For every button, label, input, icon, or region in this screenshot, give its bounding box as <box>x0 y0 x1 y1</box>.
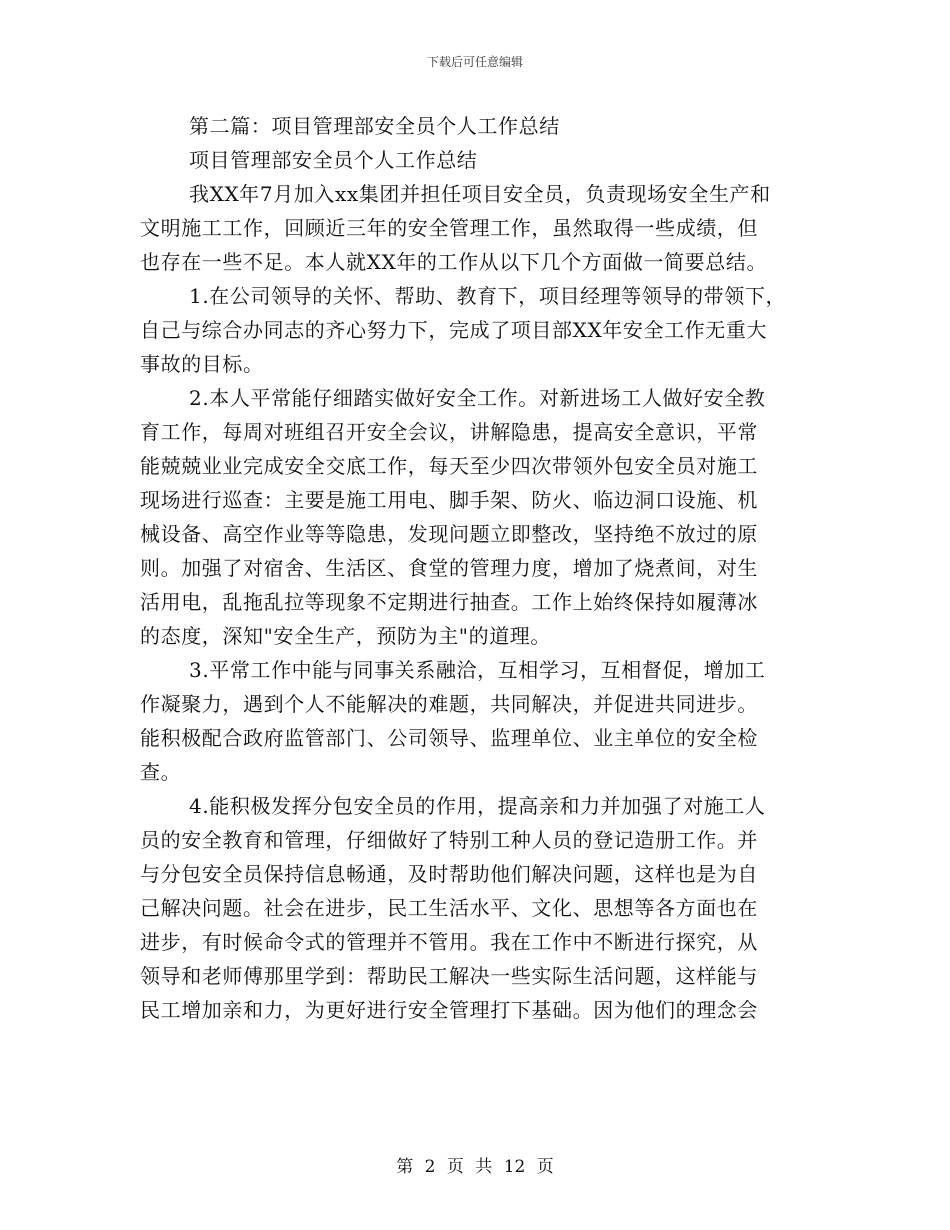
paragraph-line: 育工作，每周对班组召开安全会议，讲解隐患，提高安全意识，平常 <box>140 420 758 444</box>
paragraph-line: 进步，有时候命令式的管理并不管用。我在工作中不断进行探究，从 <box>140 930 758 954</box>
paragraph-line: 活用电，乱拖乱拉等现象不定期进行抽查。工作上始终保持如履薄冰 <box>140 590 758 614</box>
paragraph-line: 自己与综合办同志的齐心努力下，完成了项目部XX年安全工作无重大 <box>140 318 768 342</box>
paragraph-line: 己解决问题。社会在进步，民工生活水平、文化、思想等各方面也在 <box>140 896 758 920</box>
page-header: 下载后可任意编辑 <box>426 55 523 69</box>
paragraph-line: 现场进行巡查：主要是施工用电、脚手架、防火、临边洞口设施、机 <box>140 488 758 512</box>
paragraph-line: 查。 <box>140 760 182 784</box>
paragraph-line: 1.在公司领导的关怀、帮助、教育下，项目经理等领导的带领下， <box>189 284 787 308</box>
paragraph-line: 3.平常工作中能与同事关系融洽，互相学习，互相督促，增加工 <box>189 658 766 682</box>
paragraph-line: 事故的目标。 <box>140 352 264 376</box>
document-title: 项目管理部安全员个人工作总结 <box>189 148 478 172</box>
paragraph-line: 领导和老师傅那里学到：帮助民工解决一些实际生活问题，这样能与 <box>140 964 758 988</box>
paragraph-line: 械设备、高空作业等等隐患，发现问题立即整改，坚持绝不放过的原 <box>140 522 758 546</box>
paragraph-line: 文明施工工作，回顾近三年的安全管理工作，虽然取得一些成绩，但 <box>140 216 758 240</box>
page-number-footer: 第 2 页 共 12 页 <box>396 1157 554 1177</box>
paragraph-line: 能兢兢业业完成安全交底工作，每天至少四次带领外包安全员对施工 <box>140 454 758 478</box>
paragraph-line: 员的安全教育和管理，仔细做好了特别工种人员的登记造册工作。并 <box>140 828 758 852</box>
paragraph-line: 2.本人平常能仔细踏实做好安全工作。对新进场工人做好安全教 <box>189 386 766 410</box>
paragraph-line: 与分包安全员保持信息畅通，及时帮助他们解决问题，这样也是为自 <box>140 862 758 886</box>
paragraph-line: 的态度，深知"安全生产，预防为主"的道理。 <box>140 624 551 648</box>
paragraph-line: 能积极配合政府监管部门、公司领导、监理单位、业主单位的安全检 <box>140 726 758 750</box>
section-heading: 第二篇：项目管理部安全员个人工作总结 <box>189 114 560 138</box>
document-body <box>140 109 812 1027</box>
paragraph-line: 则。加强了对宿舍、生活区、食堂的管理力度，增加了烧煮间，对生 <box>140 556 758 580</box>
paragraph-line: 作凝聚力，遇到个人不能解决的难题，共同解决，并促进共同进步。 <box>140 692 758 716</box>
paragraph-line: 4.能积极发挥分包安全员的作用，提高亲和力并加强了对施工人 <box>189 794 766 818</box>
paragraph-line: 我XX年7月加入xx集团并担任项目安全员，负责现场安全生产和 <box>189 182 771 206</box>
paragraph-line: 也存在一些不足。本人就XX年的工作从以下几个方面做一简要总结。 <box>140 250 768 274</box>
paragraph-line: 民工增加亲和力，为更好进行安全管理打下基础。因为他们的理念会 <box>140 998 758 1022</box>
